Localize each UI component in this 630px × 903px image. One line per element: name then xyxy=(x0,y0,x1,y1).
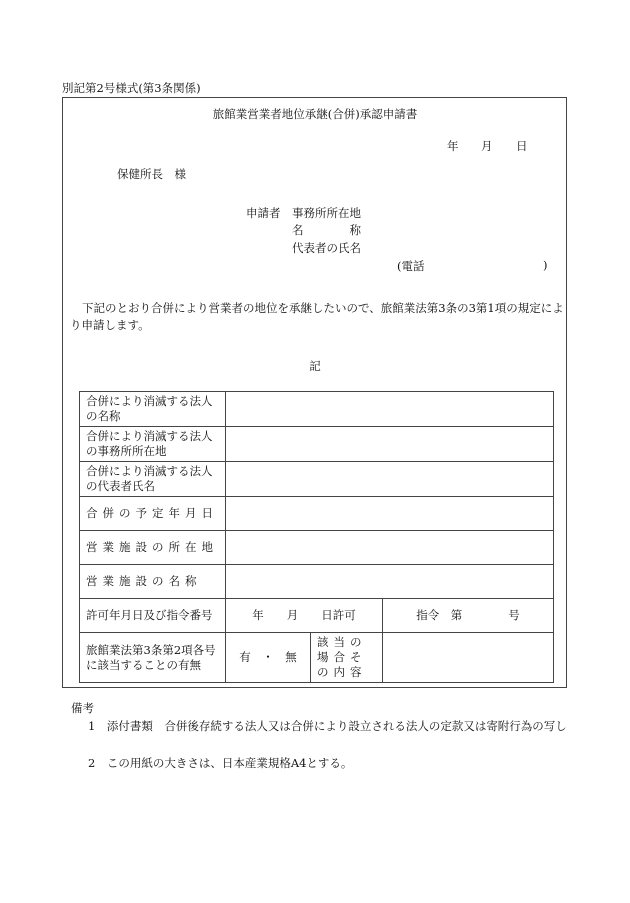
phone-close-paren: ) xyxy=(543,258,548,272)
form-label: 別記第2号様式(第3条関係) xyxy=(62,81,201,95)
entry-cell[interactable] xyxy=(226,497,554,531)
table-row xyxy=(80,497,554,531)
if-applicable-label: 該当の場合その内容 xyxy=(311,633,383,683)
application-statement: 下記のとおり合併により営業者の地位を承継したいので、旅館業法第3条の3第1項の規定により申請します。 xyxy=(70,301,564,332)
row-label: 営業施設の名称 xyxy=(80,565,226,599)
date-month: 月 xyxy=(481,139,493,153)
addressee: 保健所長 様 xyxy=(117,167,186,181)
permit-label: 許可年月日及び指令番号 xyxy=(80,599,226,633)
row-label: 合併により消滅する法人の事務所所在地 xyxy=(80,427,226,462)
document-title: 旅館業営業者地位承継(合併)承認申請書 xyxy=(212,107,418,121)
entry-cell[interactable] xyxy=(226,392,554,427)
permit-number: 指令 第 号 xyxy=(383,599,554,633)
phone-label: (電話 xyxy=(397,259,425,273)
entry-cell[interactable] xyxy=(226,427,554,462)
ki-heading: 記 xyxy=(309,359,321,373)
table-row xyxy=(80,462,554,497)
row-label: 合併の予定年月日 xyxy=(80,497,226,531)
date-year: 年 xyxy=(447,139,459,153)
table-row xyxy=(80,633,554,683)
entry-cell[interactable] xyxy=(226,462,554,497)
table-row xyxy=(80,565,554,599)
note-item: 1 添付書類 合併後存続する法人又は合併により設立される法人の定款又は寄附行為の写し xyxy=(88,719,567,733)
row-label: 合併により消滅する法人の名称 xyxy=(80,392,226,427)
permit-date: 年 月 日許可 xyxy=(226,599,383,633)
entry-cell[interactable] xyxy=(383,633,554,683)
table-row xyxy=(80,427,554,462)
row-label: 合併により消滅する法人の代表者氏名 xyxy=(80,462,226,497)
entry-cell[interactable] xyxy=(226,565,554,599)
applicant-representative-label: 代表者の氏名 xyxy=(292,241,361,255)
entry-cell[interactable] xyxy=(226,531,554,565)
table-row xyxy=(80,531,554,565)
note-item: 2 この用紙の大きさは、日本産業規格A4とする。 xyxy=(88,756,353,770)
yes-no-choice[interactable]: 有 ・ 無 xyxy=(226,633,311,683)
details-table xyxy=(79,391,554,683)
law-applicability-label: 旅館業法第3条第2項各号に該当することの有無 xyxy=(80,633,226,683)
date-day: 日 xyxy=(516,139,528,153)
notes-title: 備考 xyxy=(71,701,94,715)
table-row xyxy=(80,392,554,427)
applicant-office-address-label: 事務所所在地 xyxy=(292,206,361,220)
table-row xyxy=(80,599,554,633)
row-label: 営業施設の所在地 xyxy=(80,531,226,565)
applicant-name-label: 名 称 xyxy=(292,223,361,237)
applicant-label: 申請者 xyxy=(246,206,281,220)
